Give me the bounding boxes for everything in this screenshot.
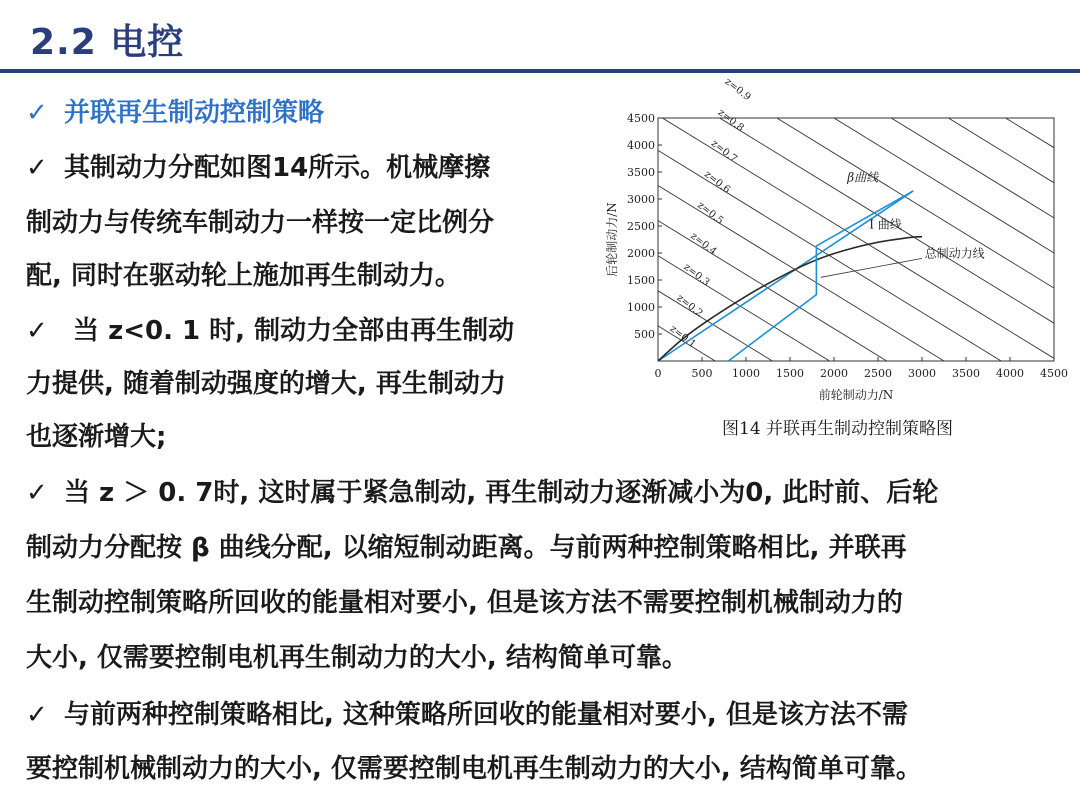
y-tick-label: 4500 (627, 112, 655, 125)
check-icon: ✓ (26, 478, 48, 508)
x-tick-label: 500 (691, 367, 713, 380)
total-braking-line (728, 191, 913, 361)
bullet-2-line-1 (26, 155, 490, 181)
y-tick-label: 1000 (627, 301, 655, 314)
chart-svg (602, 76, 1072, 416)
bullet-2-text-1: 其制动力分配如图14所示。机械摩擦 (64, 153, 491, 183)
check-icon: ✓ (26, 700, 48, 730)
bullet-3-line-1 (26, 318, 514, 344)
x-tick-label: 0 (654, 367, 662, 380)
bullet-2-line-3: 配, 同时在驱动轮上施加再生制动力。 (26, 261, 461, 291)
y-tick-label: 4000 (627, 139, 655, 152)
bullet-3-line-2: 力提供, 随着制动强度的增大, 再生制动力 (26, 369, 506, 399)
x-axis-label: 前轮制动力/N (818, 388, 894, 402)
x-tick-label: 3500 (952, 367, 980, 380)
z-line-label: z=0.1 (667, 323, 698, 351)
y-tick-label: 3500 (627, 166, 655, 179)
bullet-1-text: 并联再生制动控制策略 (64, 98, 325, 128)
x-tick-label: 4500 (1040, 367, 1068, 380)
y-tick-label: 3000 (627, 193, 655, 206)
x-tick-label: 1000 (732, 367, 760, 380)
bullet-2-line-2: 制动力与传统车制动力一样按一定比例分 (26, 208, 495, 238)
y-tick-label: 1500 (627, 274, 655, 287)
check-icon: ✓ (26, 153, 48, 183)
bullet-5-line-2: 要控制机械制动力的大小, 仅需要控制电机再生制动力的大小, 结构简单可靠。 (26, 754, 922, 784)
bullet-1 (26, 100, 324, 126)
bullet-5-text-1: 与前两种控制策略相比, 这种策略所回收的能量相对要小, 但是该方法不需 (64, 700, 908, 730)
i-curve-label: I 曲线 (869, 217, 902, 232)
figure-caption: 图14 并联再生制动控制策略图 (722, 419, 954, 439)
slide-title: 2.2 电控 (30, 22, 185, 63)
braking-strategy-chart (602, 76, 1072, 416)
check-icon: ✓ (26, 98, 48, 128)
z-line-label: z=0.9 (722, 76, 753, 104)
z-line-label: z=0.5 (695, 199, 726, 227)
bullet-4-line-3: 生制动控制策略所回收的能量相对要小, 但是该方法不需要控制机械制动力的 (26, 588, 903, 618)
z-line-label: z=0.4 (688, 230, 719, 258)
i-curve (658, 237, 922, 361)
y-tick-label: 2000 (627, 247, 655, 260)
y-axis-label: 后轮制动力/N (605, 202, 619, 277)
z-line-label: z=0.8 (715, 107, 746, 135)
z-line-label: z=0.2 (674, 292, 705, 320)
z-line-label: z=0.7 (708, 138, 739, 165)
bullet-4-line-2: 制动力分配按 β 曲线分配, 以缩短制动距离。与前两种控制策略相比, 并联再 (26, 533, 907, 563)
z-line-9 (658, 45, 1080, 361)
z-line-label: z=0.6 (701, 168, 733, 196)
z-line-label: z=0.3 (681, 261, 712, 289)
x-tick-label: 3000 (908, 367, 936, 380)
y-tick-label: 2500 (627, 220, 655, 233)
bullet-3-text-1: 当 z<0. 1 时, 制动力全部由再生制动 (64, 316, 515, 346)
title-divider (0, 69, 1080, 73)
x-tick-label: 4000 (996, 367, 1024, 380)
x-tick-label: 2500 (864, 367, 892, 380)
bullet-4-text-1: 当 z ＞ 0. 7时, 这时属于紧急制动, 再生制动力逐渐减小为0, 此时前、后轮 (64, 478, 939, 508)
y-tick-label: 500 (634, 328, 655, 341)
bullet-4-line-1 (26, 480, 938, 506)
check-icon: ✓ (26, 316, 48, 346)
total-braking-label: 总制动力线 (924, 246, 985, 261)
plot-frame (658, 118, 1054, 361)
x-tick-label: 2000 (820, 367, 848, 380)
x-tick-label: 1500 (776, 367, 804, 380)
bullet-4-line-4: 大小, 仅需要控制电机再生制动力的大小, 结构简单可靠。 (26, 643, 688, 673)
bullet-3-line-3: 也逐渐增大; (26, 422, 167, 452)
bullet-5-line-1 (26, 702, 908, 728)
beta-curve-label: β曲线 (847, 170, 879, 185)
